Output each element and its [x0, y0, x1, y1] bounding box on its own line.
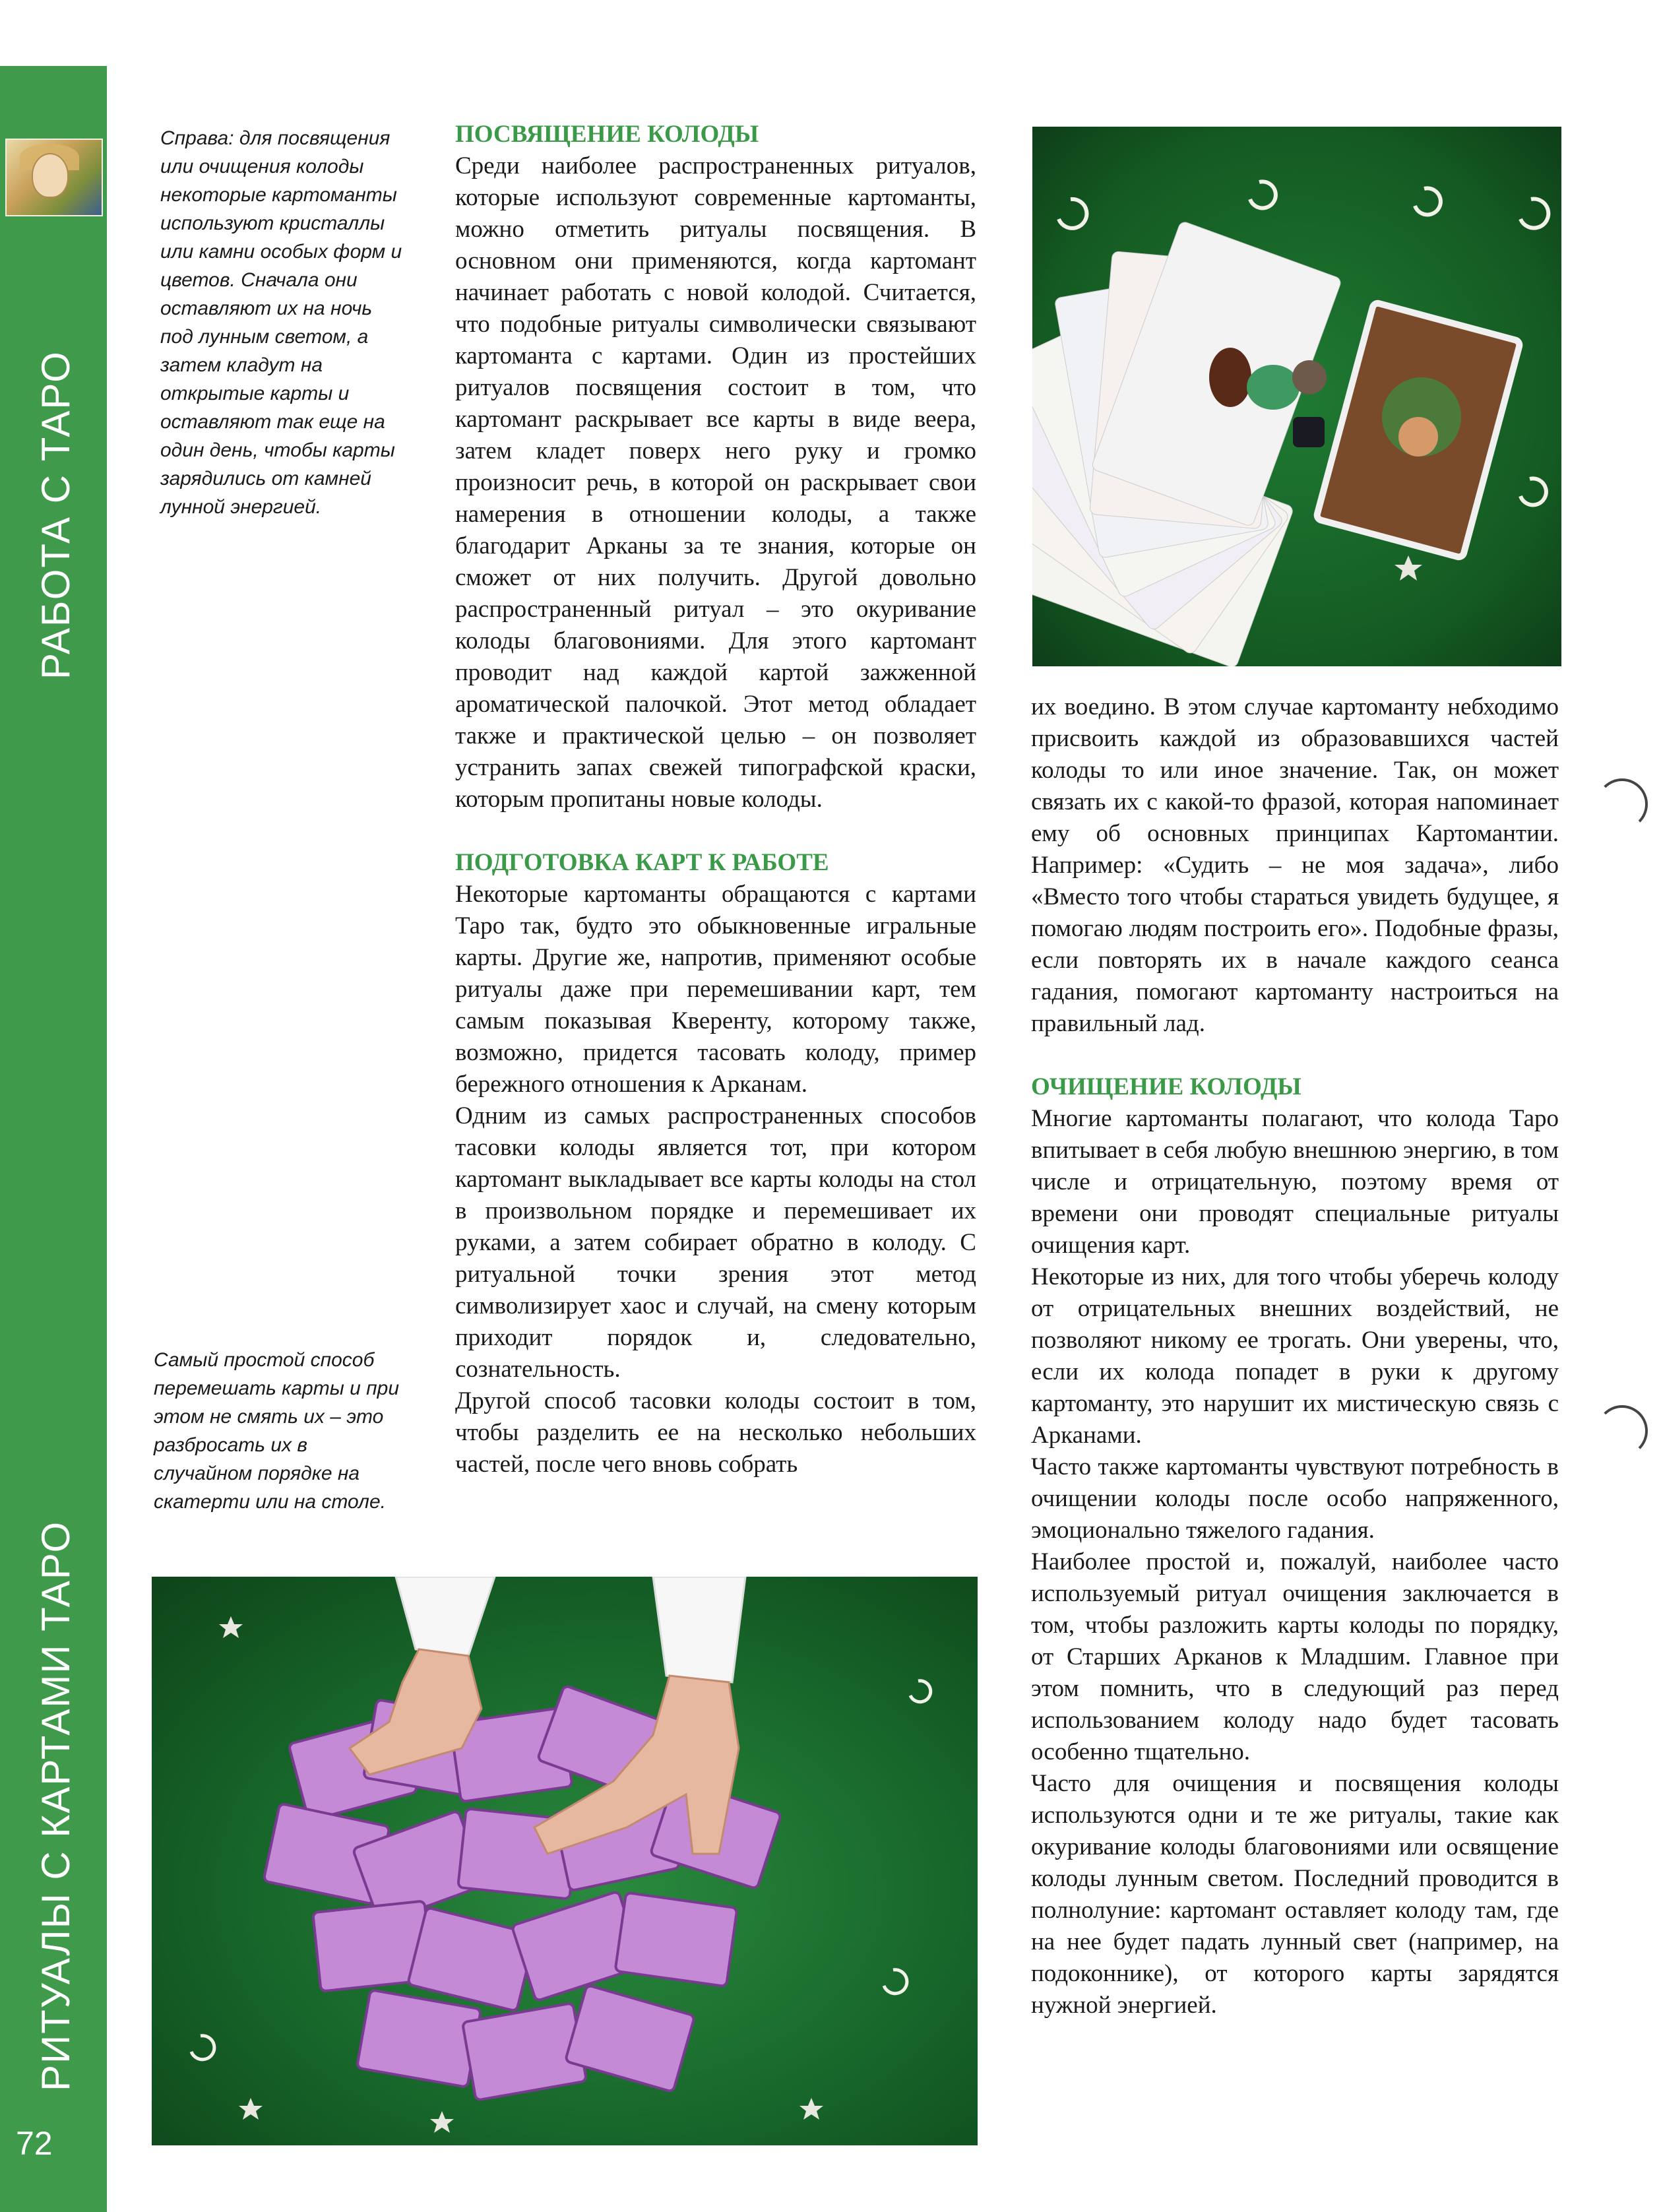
paragraph-dedication: Среди наиболее распространенных ритуалов, которые используют современные картоманты, можно отметить ритуалы посвящения. В основном они применяются, когда картомант начинает работать с новой колодой. Считается, что подобные ритуалы символически связывают картоманта с картами. Один из простейших ритуалов посвящения состоит в том, что картомант раскрывает все карты в виде веера, затем кладет поверх него руку и громко произносит речь, в которой он раскрывает свои намерения в отношении колоды, а также благодарит Арканы за те знания, которые он сможет от них получить. Другой довольно распространенный ритуал – это окуривание колоды благовониями. Для этого картомант проводит над каждой картой зажженной ароматической палочкой. Этот метод обладает также и практической целью – он позволяет устранить запах свежей типографской краски, которым пропитаны новые колоды. — [455, 152, 976, 813]
photo-card-fan-with-crystals — [1032, 127, 1561, 666]
paragraph: Другой способ тасовки колоды состоит в том, чтобы разделить ее на несколько небольших частей, после чего вновь собрать — [455, 1387, 976, 1478]
right-text-column — [1031, 691, 1559, 2021]
card-fan-illustration — [1032, 127, 1561, 666]
paragraph: Часто для очищения и посвящения колоды используются одни и те же ритуалы, такие как окуривание колоды благовониями или освящение колоды лунным светом. Последний проводится в полнолуние: картомант оставляет колоду там, где на нее будет падать лунный свет (например, на подоконнике), от которого карты зарядятся нужной энергией. — [1031, 1770, 1559, 2019]
page-number: 72 — [16, 2125, 53, 2162]
caption-bottom: Самый простой способ перемешать карты и при этом не смять их – это разбросать их в случайном порядке на скатерти или на столе. — [154, 1349, 399, 1513]
sidebar-band — [0, 66, 107, 2212]
paragraph: Одним из самых распространенных способов тасовки колоды является тот, при котором картомант выкладывает все карты колоды на стол в произвольном порядке и перемешивает их руками, а затем собирает обратно в колоду. С ритуальной точки зрения этот метод символизирует хаос и случай, на смену которым приходит порядок и, следовательно, сознательность. — [455, 1102, 976, 1383]
binder-tab-mark — [1596, 1405, 1648, 1457]
paragraph: Часто также картоманты чувствуют потребность в очищении колоды после особо напряженного, эмоционально тяжелого гадания. — [1031, 1453, 1559, 1544]
paragraph-continuation: их воедино. В этом случае картоманту небходимо присвоить каждой из образовавшихся частей колоды то или иное значение. Так, он может связать их с какой-то фразой, которая напоминает ему об основных принципах Картомантии. Например: «Судить – не моя задача», либо «Вместо того чтобы стараться увидеть будущее, я помогаю людям построить его». Подобные фразы, если повторять их в начале каждого сеанса гадания, помогают картоманту настроиться на правильный лад. — [1031, 693, 1559, 1037]
heading-preparation: ПОДГОТОВКА КАРТ К РАБОТЕ — [455, 849, 829, 876]
left-text-column — [455, 119, 976, 1480]
hands-shuffle-illustration — [152, 1577, 978, 2145]
photo-hands-shuffling-cards — [152, 1577, 978, 2145]
paragraph: Некоторые из них, для того чтобы уберечь колоду от отрицательных внешних воздействий, не позволяют никому ее трогать. Они уверены, что, если их колода попадет в руки к другому картоманту, это нарушит их мистическую связь с Арканами. — [1031, 1263, 1559, 1449]
heading-dedication: ПОСВЯЩЕНИЕ КОЛОДЫ — [455, 121, 759, 148]
caption-top: Справа: для посвящения или очищения колоды некоторые картоманты используют кристаллы или камни особых форм и цветов. Сначала они оставляют их на ночь под лунным светом, а затем кладут на открытые карты и оставляют так еще на один день, чтобы карты зарядились от камней лунной энергией. — [160, 127, 402, 518]
heading-cleansing: ОЧИЩЕНИЕ КОЛОДЫ — [1031, 1073, 1301, 1100]
tarot-card-thumbnail — [5, 139, 103, 216]
paragraph: Некоторые картоманты обращаются с картами Таро так, будто это обыкновенные игральные карты. Другие же, напротив, применяют особые ритуалы даже при перемешивании карт, тем самым показывая Кверенту, которому также, возможно, придется тасовать колоду, пример бережного отношения к Арканам. — [455, 881, 976, 1098]
section-title-vertical: РАБОТА С ТАРО — [34, 350, 78, 679]
binder-tab-mark — [1596, 778, 1648, 830]
fanned-cards — [1032, 220, 1520, 666]
paragraph: Многие картоманты полагают, что колода Таро впитывает в себя любую внешнюю энергию, в том числе и отрицательную, поэтому время от времени они проводят специальные ритуалы очищения карт. — [1031, 1105, 1559, 1259]
thumbnail-face — [32, 153, 69, 198]
chapter-title-vertical: РИТУАЛЫ С КАРТАМИ ТАРО — [34, 1520, 78, 2091]
paragraph: Наиболее простой и, пожалуй, наиболее часто используемый ритуал очищения заключается в том, чтобы разложить карты колоды по порядку, от Старших Арканов к Младшим. Главное при этом помнить, что в следующий раз перед использованием колоду надо будет тасовать особенно тщательно. — [1031, 1548, 1559, 1765]
